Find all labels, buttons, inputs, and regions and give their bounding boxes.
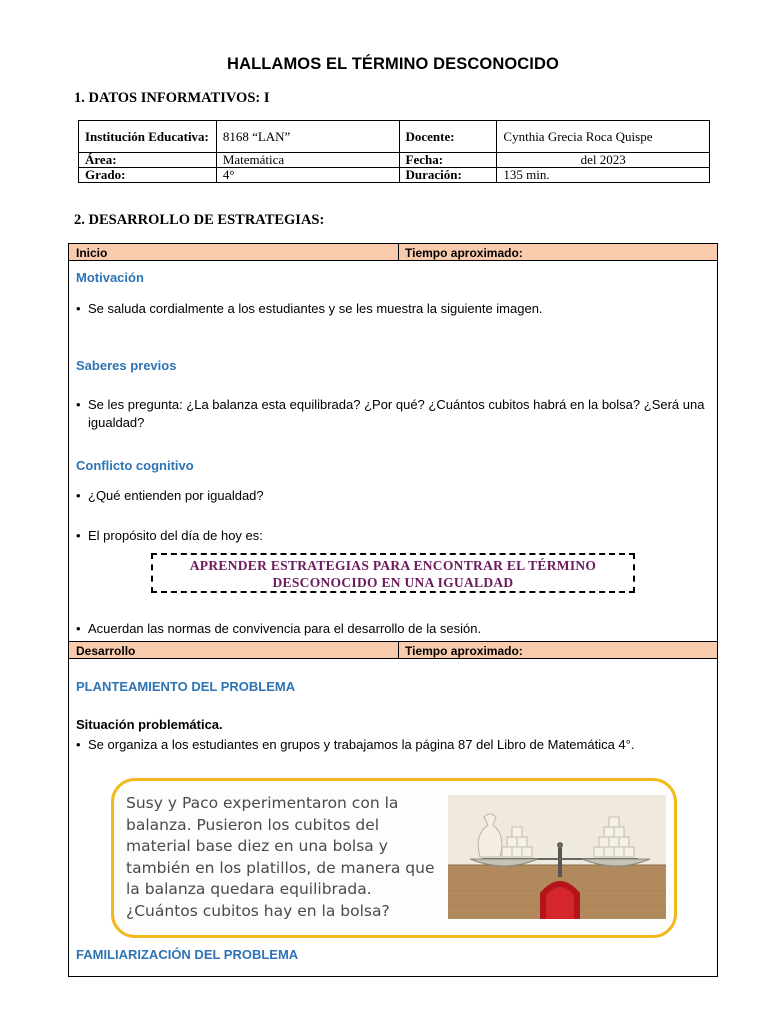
duracion-value: 135 min.: [497, 168, 710, 183]
grado-label: Grado:: [79, 168, 217, 183]
section-datos-heading: 1. DATOS INFORMATIVOS: I: [74, 90, 270, 106]
proposito-item: • El propósito del día de hoy es:: [76, 528, 263, 543]
bullet-dot: •: [76, 737, 81, 752]
desarrollo-header: Desarrollo: [76, 644, 136, 658]
docente-label: Docente:: [399, 121, 497, 153]
area-label: Área:: [79, 153, 217, 168]
motivacion-item: • Se saluda cordialmente a los estudiantes y se les muestra la siguiente imagen.: [76, 301, 543, 316]
bag: [478, 814, 502, 857]
bullet-dot: •: [76, 397, 81, 412]
fecha-label: Fecha:: [399, 153, 497, 168]
institucion-value: 8168 “LAN”: [216, 121, 399, 153]
conflicto-item: • ¿Qué entienden por igualdad?: [76, 488, 264, 503]
estrategias-box: [68, 243, 718, 977]
area-value: Matemática: [216, 153, 399, 168]
bullet-dot: •: [76, 621, 81, 636]
situacion-title: Situación problemática.: [76, 717, 223, 732]
normas-item: • Acuerdan las normas de convivencia para el desarrollo de la sesión.: [76, 621, 482, 636]
right-cubes: [594, 817, 634, 857]
proposito-box: APRENDER ESTRATEGIAS PARA ENCONTRAR EL TÉRMINO DESCONOCIDO EN UNA IGUALDAD: [151, 553, 635, 593]
planteamiento-title: PLANTEAMIENTO DEL PROBLEMA: [76, 679, 296, 694]
balance-scale-illustration: [448, 795, 666, 919]
grado-value: 4°: [216, 168, 399, 183]
desarrollo-tiempo: Tiempo aproximado:: [405, 644, 523, 658]
datos-table: [78, 120, 710, 183]
saberes-title: Saberes previos: [76, 358, 177, 373]
page-title: HALLAMOS EL TÉRMINO DESCONOCIDO: [227, 55, 559, 73]
inicio-header-row: [69, 243, 717, 261]
duracion-label: Duración:: [399, 168, 497, 183]
familiarizacion-title: FAMILIARIZACIÓN DEL PROBLEMA: [76, 947, 299, 962]
situacion-item: • Se organiza a los estudiantes en grupos y trabajamos la página 87 del Libro de Matemática 4°.: [76, 737, 635, 752]
bullet-dot: •: [76, 301, 81, 316]
institucion-label: Institución Educativa:: [79, 121, 217, 153]
docente-value: Cynthia Grecia Roca Quispe: [497, 121, 710, 153]
bullet-dot: •: [76, 488, 81, 503]
desarrollo-header-row: [69, 641, 717, 659]
problem-text: Susy y Paco experimentaron con la balanza. Pusieron los cubitos del material base diez en una bolsa y también en los platillos, de manera que la balanza quedara equilibrada. ¿Cuántos cubitos hay en la bolsa?: [126, 794, 435, 920]
problem-card: [111, 778, 677, 938]
bullet-dot: •: [76, 528, 81, 543]
fecha-value: del 2023: [497, 153, 710, 168]
saberes-item: • Se les pregunta: ¿La balanza esta equilibrada? ¿Por qué? ¿Cuántos cubitos habrá en la bolsa? ¿Será una igualdad?: [76, 397, 705, 430]
inicio-tiempo: Tiempo aproximado:: [405, 246, 523, 260]
inicio-header: Inicio: [76, 246, 108, 260]
section-desarrollo-heading: 2. DESARROLLO DE ESTRATEGIAS:: [74, 212, 325, 228]
motivacion-title: Motivación: [76, 270, 144, 285]
conflicto-title: Conflicto cognitivo: [76, 458, 194, 473]
left-cubes: [502, 827, 532, 857]
